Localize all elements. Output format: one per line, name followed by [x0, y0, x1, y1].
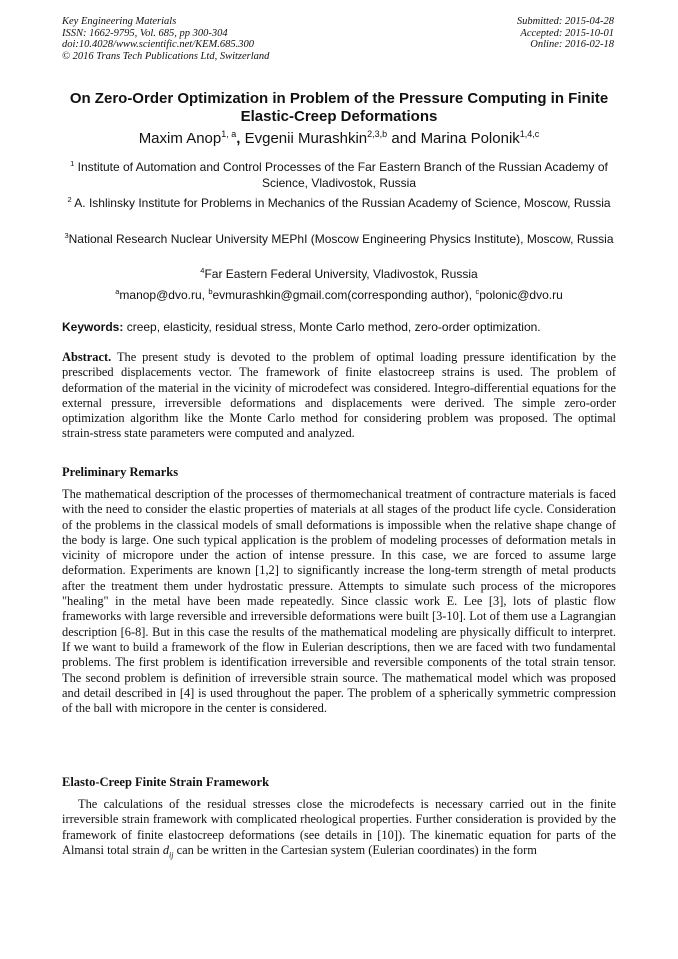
- affiliation: [62, 228, 616, 248]
- section-body: The mathematical description of the processes of thermomechanical treatment of contracture materials is faced with the need to consider the elastic properties of materials at all stages of the product life cycle. Consideration of the problems in the classical models of small deformations is impossible when the relative shape change of the body is large. One such typical application is the problem of modeling processes of deformation metals in vicinity of micropore under the action of intense pressure. In this case, we are forced to assume large deformation. Experiments are known [1,2] to significantly increase the long-term strength of metal products after the treatment them under hydrostatic pressure. Attempts to simulate such process of the micropores "healing" in the metal have been made repeatedly. Since classic work E. Lee [3], lots of plastic flow frameworks with large reversible and irreversible deformations were built [3-10]. Lot of them use a Lagrangian description [6-8]. But in this case the results of the mathematical modeling are physically difficult to interpret. If we want to build a framework of the flow in Eulerian descriptions, then we are faced with two fundamental problems. The first problem is identification irreversible and reversible components of the total strain tensor. The second problem is definition of irreversible strain source. The mathematical model which was proposed and detail described in [4] is used throughout the paper. The problem of a spherically symmetric compression of the ball with micropore in the center is considered.: [62, 487, 616, 716]
- strain-symbol-base: d: [162, 842, 170, 857]
- section-body-text: The calculations of the residual stresses close the microdefects is necessary carried out in the finite irreversible strain framework with complicated rheological properties. Further consideration is provided by the framework of finite elastocreep deformations (see details in [10]). The kinematic equation for parts of the Almansi total strain: [62, 797, 616, 857]
- affiliation-text: Institute of Automation and Control Processes of the Far Eastern Branch of the Russian Academy of Science, Vladivostok, Russia: [77, 160, 608, 190]
- submitted-date: Submitted: 2015-04-28: [516, 16, 614, 27]
- dates-header: [517, 16, 614, 51]
- doi-line: doi:10.4028/www.scientific.net/KEM.685.300: [62, 39, 254, 50]
- journal-header: [62, 16, 269, 62]
- author-affiliation-marker: 2,3,b: [367, 129, 388, 139]
- email-line: [62, 284, 616, 304]
- author-name: Maxim Anop: [138, 130, 222, 147]
- email-address[interactable]: manop@dvo.ru,: [119, 288, 209, 302]
- copyright-line: © 2016 Trans Tech Publications Ltd, Switzerland: [62, 50, 270, 62]
- section-body-text: can be written in the Cartesian system (Eulerian coordinates) in the form: [173, 842, 537, 857]
- paper-title: On Zero-Order Optimization in Problem of the Pressure Computing in Finite Elastic-Creep Deformations: [69, 90, 609, 125]
- affiliation: [62, 192, 616, 212]
- author-conjunction: and: [391, 130, 417, 147]
- keywords-label: Keywords:: [62, 320, 124, 334]
- author-separator: ,: [236, 130, 241, 147]
- email-marker: b: [208, 287, 213, 296]
- affiliation-number: 4: [200, 266, 205, 275]
- strain-symbol-subscript: ij: [169, 850, 174, 860]
- keywords: [62, 320, 616, 334]
- author-affiliation-marker: 1, a: [221, 129, 237, 139]
- issn-line: ISSN: 1662-9795, Vol. 685, pp 300-304: [62, 27, 228, 39]
- author-name: Evgenii Murashkin: [244, 130, 368, 147]
- strain-symbol: [162, 842, 174, 860]
- abstract-text: The present study is devoted to the problem of optimal loading pressure identification by the prescribed displacements vector. The framework of finite elastocreep strains is used. The problem of deformation of the material in the vicinity of microdefect was considered. Integro-differential equations for the external pressure, irreversible deformations and displacements were derived. The simple zero-order optimization algorithm like the Monte Carlo method for considering problem was proposed. The optimal strain-stress state parameters were computed and analyzed.: [62, 350, 616, 441]
- author-list: [62, 129, 616, 147]
- keywords-text: creep, elasticity, residual stress, Monte Carlo method, zero-order optimization.: [123, 320, 541, 334]
- section-heading: Preliminary Remarks: [62, 465, 179, 479]
- affiliation-text: Far Eastern Federal University, Vladivostok, Russia: [204, 267, 478, 281]
- email-address[interactable]: evmurashkin@gmail.com(corresponding author),: [212, 288, 476, 302]
- affiliation-text: National Research Nuclear University MEPhI (Moscow Engineering Physics Institute), Moscow, Russia: [68, 232, 614, 246]
- accepted-date: Accepted: 2015-10-01: [520, 27, 614, 39]
- affiliation: [62, 263, 616, 283]
- affiliation: [62, 156, 616, 191]
- email-address[interactable]: polonic@dvo.ru: [479, 288, 563, 302]
- affiliation-text: A. Ishlinsky Institute for Problems in Mechanics of the Russian Academy of Science, Moscow, Russia: [74, 196, 611, 210]
- author-name: Marina Polonik: [420, 130, 520, 147]
- abstract: [62, 350, 616, 442]
- email-marker: a: [115, 287, 120, 296]
- section-heading: Elasto-Creep Finite Strain Framework: [62, 775, 270, 789]
- affiliation-number: 1: [70, 159, 75, 168]
- abstract-label: Abstract.: [62, 350, 112, 364]
- section-body: [62, 797, 616, 863]
- email-marker: c: [475, 287, 480, 296]
- journal-name: Key Engineering Materials: [62, 16, 177, 27]
- affiliation-number: 3: [64, 231, 69, 240]
- online-date: Online: 2016-02-18: [530, 39, 614, 50]
- author-affiliation-marker: 1,4,c: [519, 129, 540, 139]
- affiliation-number: 2: [67, 195, 72, 204]
